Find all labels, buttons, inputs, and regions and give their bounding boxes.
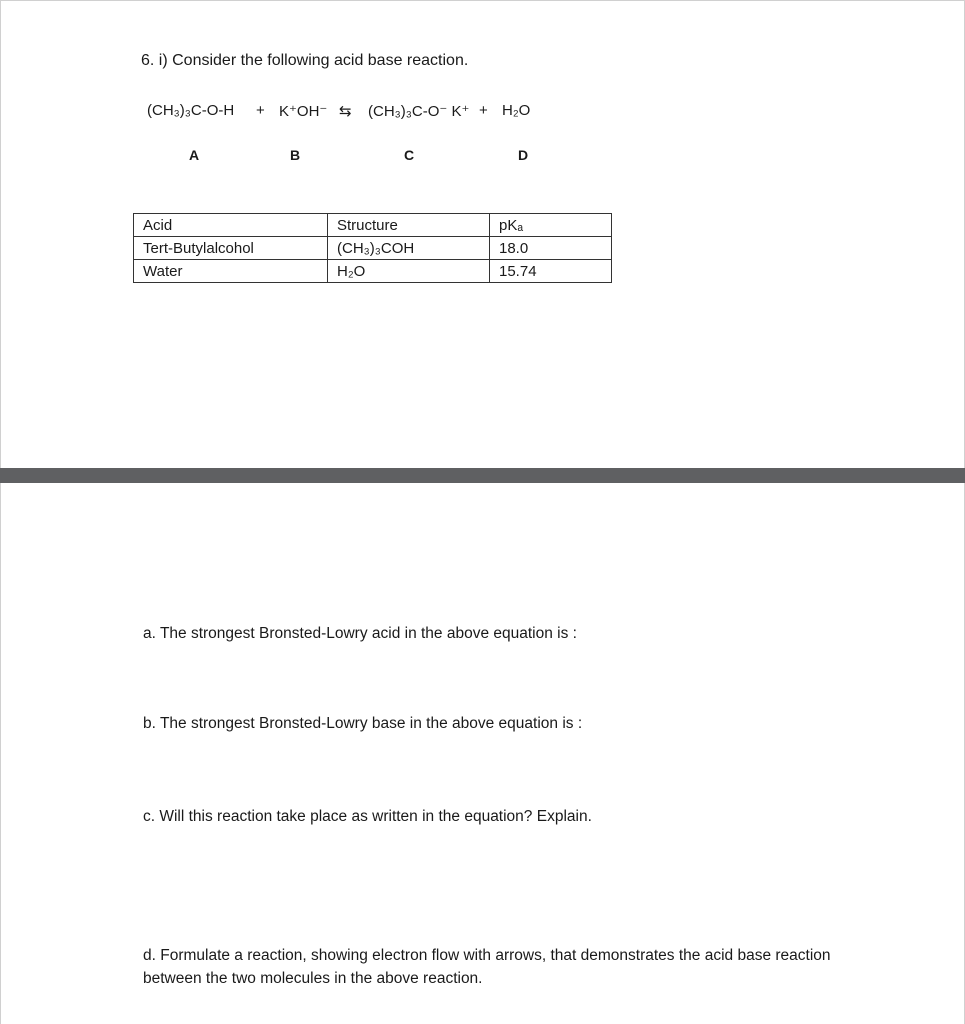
page-divider — [0, 468, 965, 483]
label-c: C — [404, 147, 415, 163]
question-c: c. Will this reaction take place as written in the equation? Explain. — [143, 808, 592, 825]
table-cell: Water — [134, 260, 328, 283]
product-d: H₂O — [502, 102, 531, 119]
document-page-2 — [0, 483, 965, 1024]
question-a: a. The strongest Bronsted-Lowry acid in the above equation is : — [143, 625, 577, 642]
table-cell: (CH₃)₃COH — [328, 237, 490, 260]
reactant-b: K⁺OH⁻ — [279, 103, 328, 120]
table-cell: 15.74 — [490, 260, 612, 283]
product-c: (CH₃)₃C-O⁻ K⁺ — [368, 103, 470, 120]
table-cell: Tert-Butylalcohol — [134, 237, 328, 260]
table-row — [134, 260, 612, 283]
reactant-a: (CH₃)₃C-O-H — [147, 102, 235, 119]
table-header-row — [134, 214, 612, 237]
label-d: D — [518, 147, 529, 163]
table-row — [134, 237, 612, 260]
plus-sign: + — [479, 102, 488, 119]
equilibrium-arrow: ⇆ — [339, 103, 352, 120]
label-b: B — [290, 147, 301, 163]
table-header: Acid — [134, 214, 328, 237]
table-header: pKₐ — [490, 214, 612, 237]
pka-table — [133, 213, 612, 283]
document-page-1 — [0, 0, 965, 468]
question-d: d. Formulate a reaction, showing electron flow with arrows, that demonstrates the acid base reaction between the two molecules in the above reaction. — [143, 947, 831, 987]
table-cell: 18.0 — [490, 237, 612, 260]
table-header: Structure — [328, 214, 490, 237]
table-cell: H₂O — [328, 260, 490, 283]
question-title: 6. i) Consider the following acid base reaction. — [141, 52, 469, 69]
label-a: A — [189, 147, 200, 163]
question-b: b. The strongest Bronsted-Lowry base in the above equation is : — [143, 715, 583, 732]
plus-sign: + — [256, 102, 265, 119]
